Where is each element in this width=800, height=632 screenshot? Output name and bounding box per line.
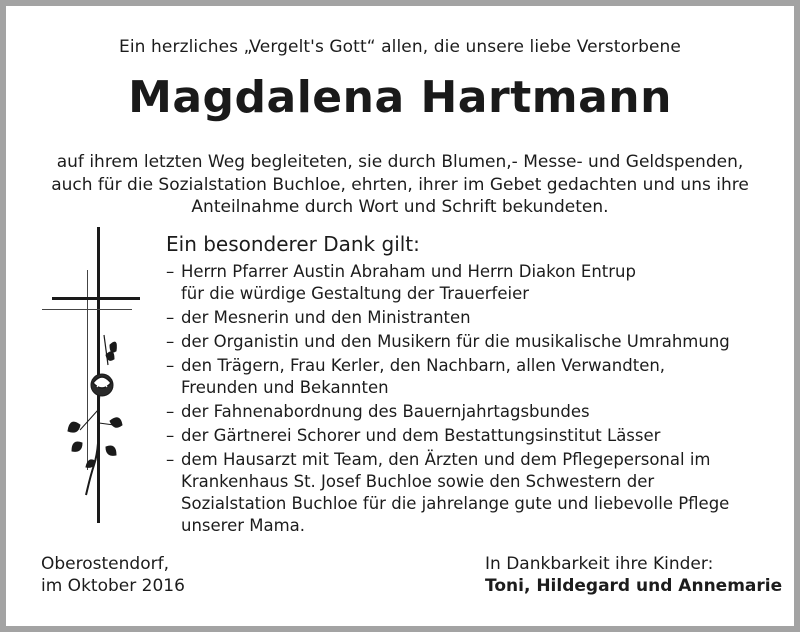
thanks-item (166, 355, 730, 399)
thanks-item-line: Herrn Pfarrer Austin Abraham und Herrn Diakon Entrup (181, 262, 636, 281)
thanks-item-line: der Gärtnerei Schorer und dem Bestattungsinstitut Lässer (181, 426, 661, 445)
thanks-item-line: der Mesnerin und den Ministranten (181, 308, 471, 327)
thanks-item (166, 449, 730, 537)
closing-names: Toni, Hildegard und Annemarie (485, 576, 783, 596)
rose-icon (68, 335, 122, 495)
thanks-item-text (181, 425, 660, 447)
thanks-item-dash: – (166, 262, 175, 281)
thanks-item-dash: – (166, 402, 175, 421)
thanks-item-line: der Organistin und den Musikern für die musikalische Umrahmung (181, 332, 730, 351)
thanks-item-text (181, 307, 471, 329)
thanks-title: Ein besonderer Dank gilt: (166, 232, 420, 256)
cross-with-rose-icon (40, 225, 140, 525)
thanks-item-line: Sozialstation Buchloe für die jahrelange gute und liebevolle Pflege (181, 494, 730, 513)
deceased-name: Magdalena Hartmann (128, 72, 672, 123)
thanks-item-text (181, 355, 665, 399)
thanks-item-dash: – (166, 332, 175, 351)
place-and-date (41, 553, 185, 597)
thanks-item-line: den Trägern, Frau Kerler, den Nachbarn, allen Verwandten, (181, 356, 666, 375)
thanks-item (166, 425, 730, 447)
thanks-item (166, 331, 730, 353)
date-line: im Oktober 2016 (41, 576, 185, 596)
intro-text: Ein herzliches „Vergelt's Gott“ allen, die unsere liebe Verstorbene (119, 37, 681, 57)
cross-horizontal-beam (52, 297, 140, 300)
thanks-item-line: Krankenhaus St. Josef Buchloe sowie den Schwestern der (181, 472, 655, 491)
thanks-item-line: für die würdige Gestaltung der Trauerfeier (181, 284, 529, 303)
closing-signature (485, 553, 782, 597)
thanks-item-line: Freunden und Bekannten (181, 378, 389, 397)
place-line: Oberostendorf, (41, 554, 169, 574)
thanks-item-dash: – (166, 308, 175, 327)
thanks-item-text (181, 449, 729, 537)
thanks-item-dash: – (166, 356, 175, 375)
thanks-item (166, 307, 730, 329)
thanks-item-text (181, 331, 730, 353)
closing-line: In Dankbarkeit ihre Kinder: (485, 554, 714, 574)
thanks-item-dash: – (166, 450, 175, 469)
acknowledgement-line: auch für die Sozialstation Buchloe, ehrten, ihrer im Gebet gedachten und uns ihre (51, 174, 749, 195)
acknowledgement-line: auf ihrem letzten Weg begleiteten, sie durch Blumen,- Messe- und Geldspenden, (56, 152, 744, 172)
thanks-item-line: dem Hausarzt mit Team, den Ärzten und dem Pflegepersonal im (181, 450, 711, 469)
acknowledgement-line: Anteilnahme durch Wort und Schrift bekundeten. (191, 197, 609, 217)
cross-horizontal-beam-thin (42, 309, 132, 310)
thanks-item-text (181, 261, 636, 305)
acknowledgement-text (0, 151, 800, 219)
thanks-item (166, 401, 730, 423)
thanks-item-line: der Fahnenabordnung des Bauernjahrtagsbundes (181, 402, 590, 421)
thanks-item-text (181, 401, 590, 423)
thanks-list (166, 261, 730, 539)
thanks-item-line: unserer Mama. (181, 516, 306, 535)
thanks-item-dash: – (166, 426, 175, 445)
thanks-item (166, 261, 730, 305)
